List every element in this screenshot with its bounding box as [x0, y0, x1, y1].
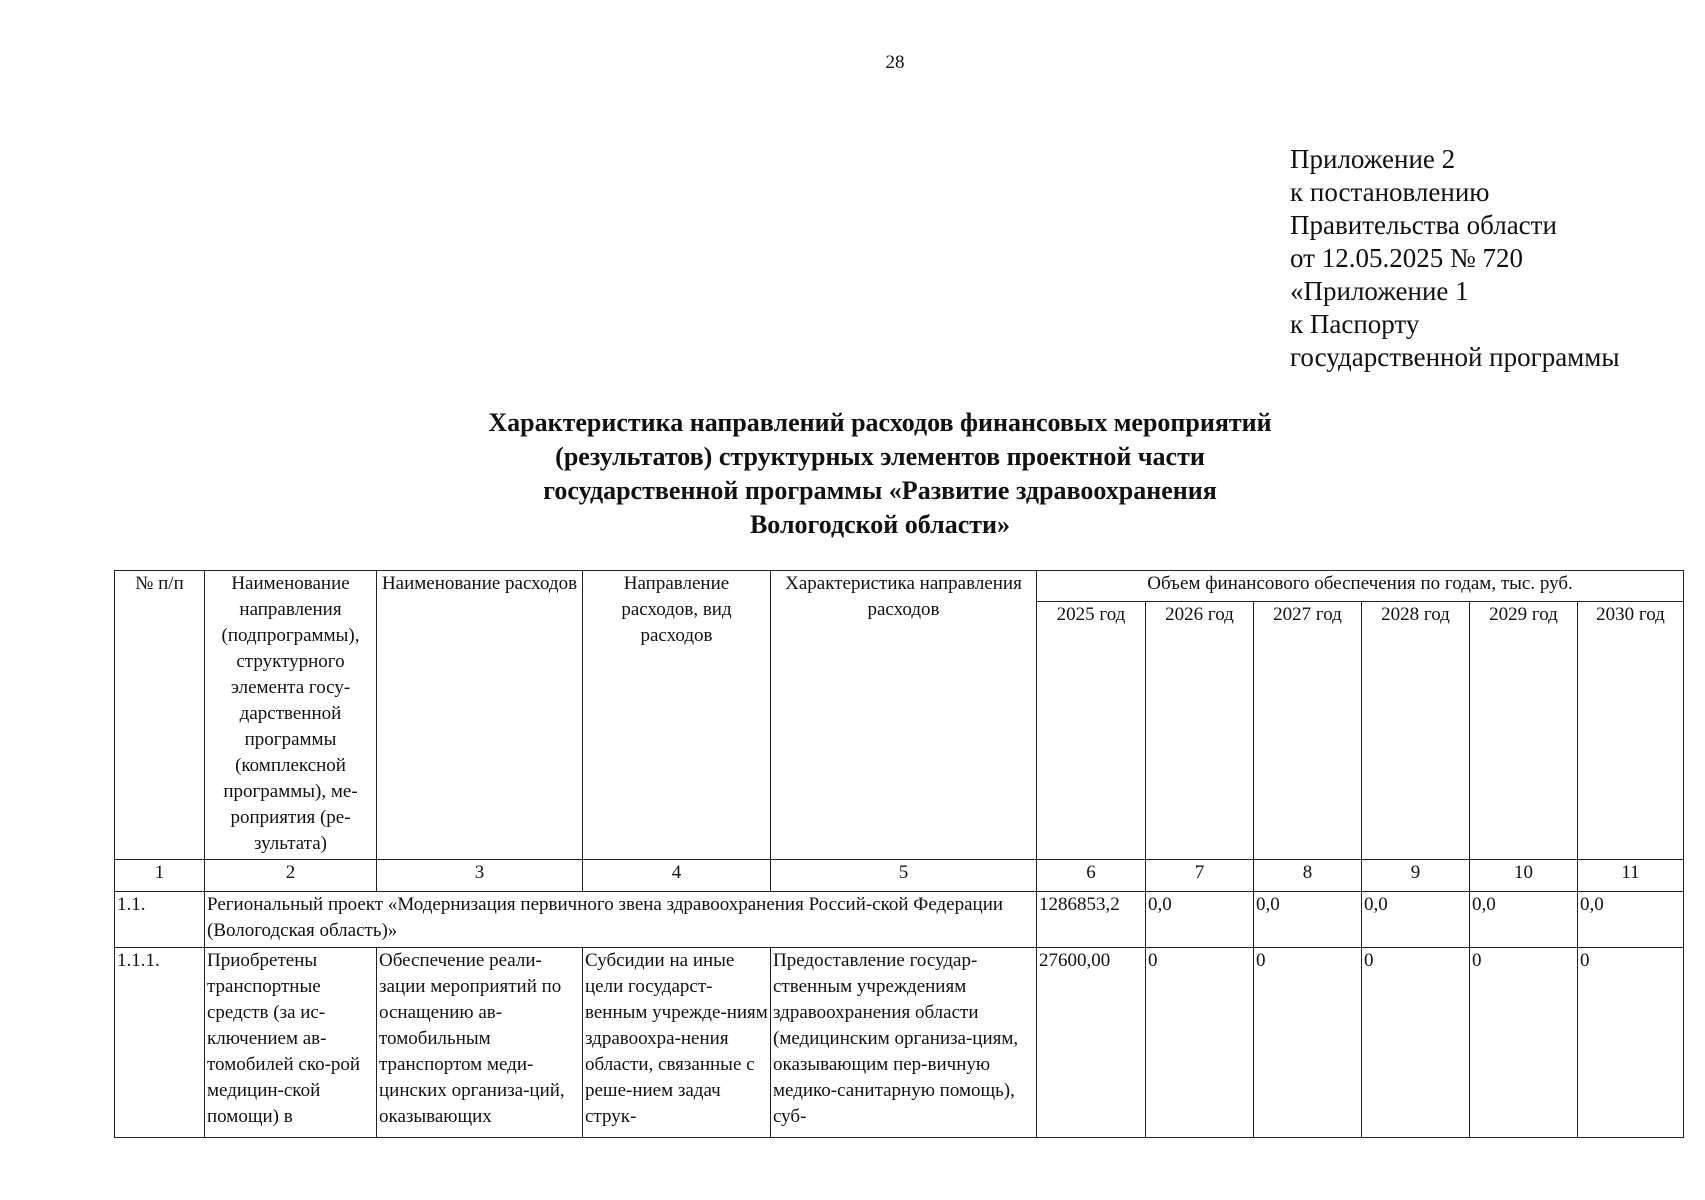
document-title — [380, 406, 1380, 542]
appendix-line: к постановлению — [1290, 177, 1490, 207]
row-value: 0 — [1362, 948, 1470, 1138]
row-expense-direction: Субсидии на иные цели государст-венным учрежде-ниям здравоохра-нения области, связанные с реше-нием задач струк- — [583, 948, 771, 1138]
header-expense-direction: Направление расходов, вид расходов — [583, 571, 771, 860]
row-value: 0,0 — [1362, 892, 1470, 948]
title-line: государственной программы «Развитие здравоохранения — [543, 476, 1217, 505]
title-line: Характеристика направлений расходов финансовых мероприятий — [488, 408, 1272, 437]
title-line: (результатов) структурных элементов проектной части — [555, 442, 1205, 471]
page-number: 28 — [885, 52, 905, 73]
expenses-table — [114, 570, 1684, 1138]
appendix-line: Приложение 2 — [1290, 144, 1456, 174]
appendix-line: государственной программы — [1290, 342, 1620, 372]
column-number: 9 — [1362, 860, 1470, 892]
column-number: 7 — [1146, 860, 1254, 892]
row-characteristic: Предоставление государ-ственным учреждениям здравоохранения области (медицинским организа-циям, оказывающим пер-вичную медико-санитарную помощь), суб- — [771, 948, 1037, 1138]
column-number: 10 — [1470, 860, 1578, 892]
table-row — [115, 948, 1684, 1138]
column-number: 5 — [771, 860, 1037, 892]
row-regional-project: Региональный проект «Модернизация первичного звена здравоохранения Россий-ской Федерации (Вологодская область)» — [205, 892, 1037, 948]
column-number: 3 — [377, 860, 583, 892]
appendix-line: от 12.05.2025 № 720 — [1290, 243, 1523, 273]
row-value: 0,0 — [1470, 892, 1578, 948]
header-funding-group: Объем финансового обеспечения по годам, тыс. руб. — [1037, 571, 1684, 602]
title-line: Вологодской области» — [749, 510, 1011, 539]
row-value: 1286853,2 — [1037, 892, 1146, 948]
header-direction: Наименование направления (подпрограммы), структурного элемента госу-дарственной программы (комплексной программы), ме-роприятия (ре-зультата) — [205, 571, 377, 860]
table-row — [115, 892, 1684, 948]
header-expense-name: Наименование расходов — [377, 571, 583, 860]
header-year: 2030 год — [1578, 602, 1684, 860]
appendix-reference — [1290, 143, 1620, 374]
row-value: 0 — [1578, 948, 1684, 1138]
row-value: 0 — [1146, 948, 1254, 1138]
appendix-line: «Приложение 1 — [1290, 276, 1469, 306]
column-number: 8 — [1254, 860, 1362, 892]
row-value: 0,0 — [1254, 892, 1362, 948]
header-year: 2026 год — [1146, 602, 1254, 860]
row-value: 0 — [1470, 948, 1578, 1138]
header-year: 2027 год — [1254, 602, 1362, 860]
header-year: 2025 год — [1037, 602, 1146, 860]
row-value: 0,0 — [1578, 892, 1684, 948]
row-num: 1.1. — [115, 892, 205, 948]
header-num: № п/п — [115, 571, 205, 860]
column-number: 1 — [115, 860, 205, 892]
column-number: 4 — [583, 860, 771, 892]
header-characteristic: Характеристика направления расходов — [771, 571, 1037, 860]
appendix-line: Правительства области — [1290, 210, 1557, 240]
column-number: 11 — [1578, 860, 1684, 892]
row-value: 0 — [1254, 948, 1362, 1138]
row-value: 27600,00 — [1037, 948, 1146, 1138]
header-year: 2028 год — [1362, 602, 1470, 860]
column-number: 6 — [1037, 860, 1146, 892]
row-direction: Приобретены транспортные средств (за ис-ключением ав-томобилей ско-рой медицин-ской помощи) в — [205, 948, 377, 1138]
header-year: 2029 год — [1470, 602, 1578, 860]
row-num: 1.1.1. — [115, 948, 205, 1138]
row-expense-name: Обеспечение реали-зации мероприятий по оснащению ав-томобильным транспортом меди-цинских организа-ций, оказывающих — [377, 948, 583, 1138]
column-number: 2 — [205, 860, 377, 892]
row-value: 0,0 — [1146, 892, 1254, 948]
appendix-line: к Паспорту — [1290, 309, 1420, 339]
